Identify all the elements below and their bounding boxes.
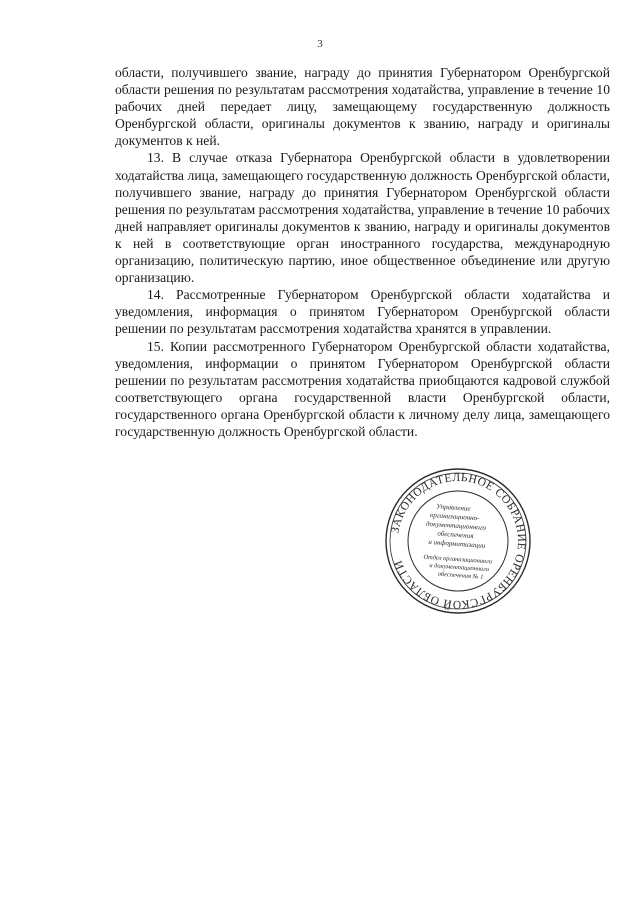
seal-inner-line: обеспечения xyxy=(437,529,474,541)
paragraph-14: 14. Рассмотренные Губернатором Оренбургской области ходатайства и уведомления, информация о принятом Губернатором Оренбургской области решении по результатам рассмотрения ходатайства хранятся в управлении. xyxy=(115,287,610,337)
seal-ring-text: ЗАКОНОДАТЕЛЬНОЕ СОБРАНИЕ ОРЕНБУРГСКОЙ ОБЛАСТИ xyxy=(389,471,528,611)
page-number: 3 xyxy=(317,38,323,50)
seal-bottom-line: обеспечения № 1 xyxy=(437,570,484,581)
seal-inner-line: и информатизации xyxy=(428,537,486,550)
paragraph-13: 13. В случае отказа Губернатора Оренбургской области в удовлетворении ходатайства лица, замещающего государственную должность Оренбургской области, получившего звание, награду до принятия Губернатором Оренбургской области решения по результатам рассмотрения ходатайства, управление в течение 10 рабочих дней направляет оригиналы документов к званию, награду и оригиналы документов к ней в соответствующие орган иностранного государства, международную организацию, политическую партию, иное общественное объединение или другую организацию. xyxy=(115,150,611,286)
seal-inner-line: документационного xyxy=(425,519,487,532)
seal-bottom-line: Отдел организационного xyxy=(423,553,493,566)
seal-bottom-line: и документационного xyxy=(429,562,490,574)
seal-graphic xyxy=(383,466,533,616)
official-seal-stamp xyxy=(383,466,533,616)
paragraph-15: 15. Копии рассмотренного Губернатором Оренбургской области ходатайства, уведомления, информации о принятом Губернатором Оренбургской области решении по результатам рассмотрения ходатайства приобщаются кадровой службой соответствующего органа государственной власти Оренбургской области, государственного органа Оренбургской области к личному делу лица, замещающего государственную должность Оренбургской области. xyxy=(115,338,610,439)
seal-inner-line: организационно- xyxy=(429,510,480,523)
paragraph-continuation: области, получившего звание, награду до принятия Губернатором Оренбургской области решения по результатам рассмотрения ходатайства, управление в течение 10 рабочих дней передает лицу, замещающему государственную должность Оренбургской области, оригиналы документов к званию, награду и оригиналы документов к ней. xyxy=(115,65,610,149)
seal-inner-line: Управление xyxy=(435,502,471,513)
document-body xyxy=(115,64,610,440)
